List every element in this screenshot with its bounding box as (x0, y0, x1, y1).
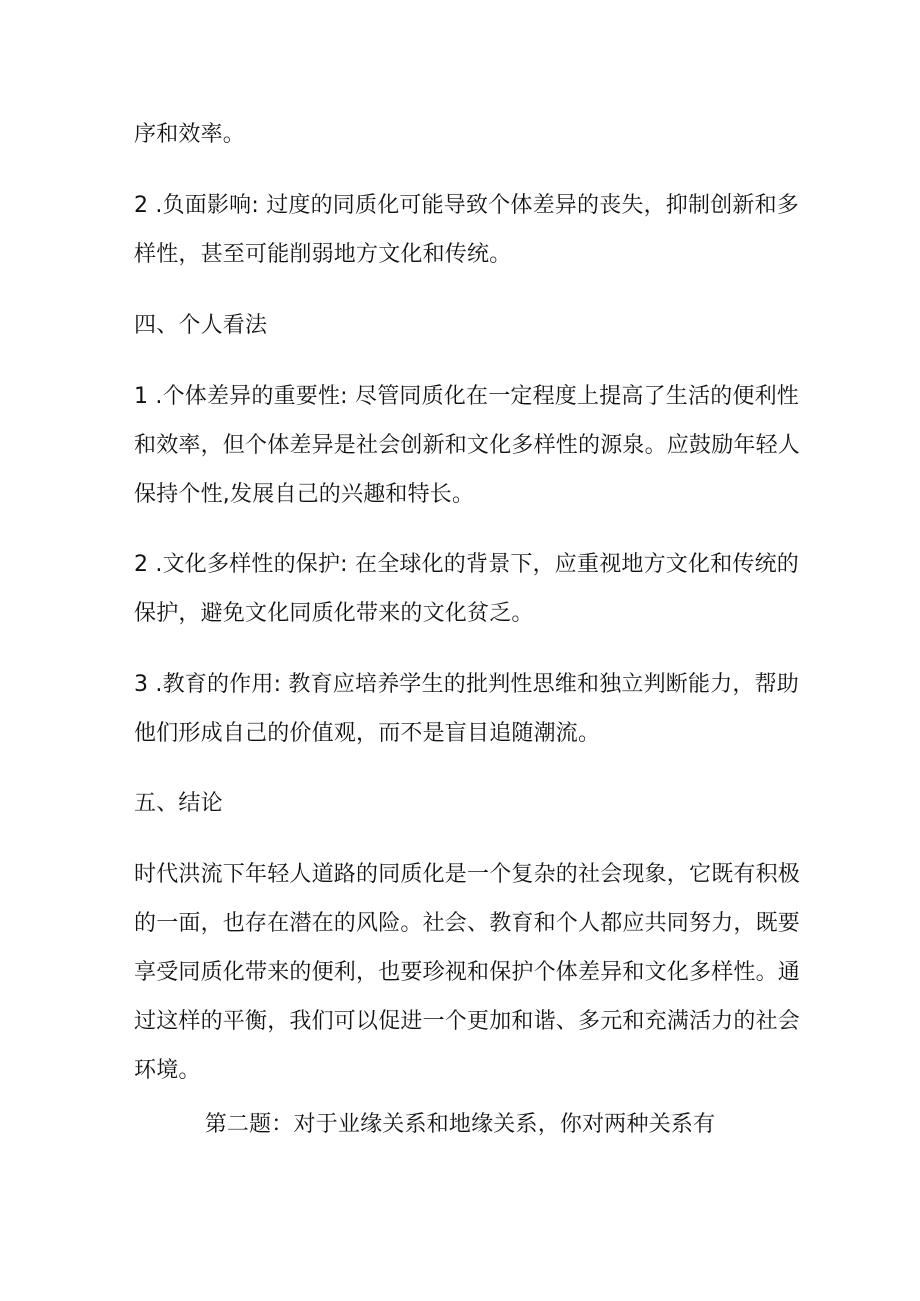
paragraph-line: 序和效率。 (134, 122, 246, 147)
paragraph-line: 保持个性,发展自己的兴趣和特长。 (134, 482, 475, 507)
paragraph-line: 和效率，但个体差异是社会创新和文化多样性的源泉。应鼓励年轻人 (134, 433, 801, 458)
question-title: 第二题：对于业缘关系和地缘关系，你对两种关系有 (204, 1112, 716, 1137)
paragraph-line: 享受同质化带来的便利，也要珍视和保护个体差异和文化多样性。通 (134, 960, 801, 985)
paragraph-line: 过这样的平衡，我们可以促进一个更加和谐、多元和充满活力的社会 (134, 1009, 801, 1034)
list-item-education-role: 3 .教育的作用: 教育应培养学生的批判性思维和独立判断能力，帮助 (134, 672, 799, 697)
list-item-individual-difference: 1 .个体差异的重要性: 尽管同质化在一定程度上提高了生活的便利性 (134, 384, 799, 409)
section-heading-personal-view: 四、个人看法 (134, 313, 268, 338)
paragraph-line: 他们形成自己的价值观，而不是盲目追随潮流。 (134, 721, 601, 746)
paragraph-line: 样性，甚至可能削弱地方文化和传统。 (134, 242, 512, 267)
paragraph-line: 保护，避免文化同质化带来的文化贫乏。 (134, 601, 534, 626)
list-item-negative-impact: 2 .负面影响: 过度的同质化可能导致个体差异的丧失，抑制创新和多 (134, 193, 799, 218)
list-item-cultural-diversity: 2 .文化多样性的保护: 在全球化的背景下，应重视地方文化和传统的 (134, 552, 799, 577)
paragraph-line: 时代洪流下年轻人道路的同质化是一个复杂的社会现象，它既有积极 (134, 862, 801, 887)
paragraph-line: 环境。 (134, 1058, 201, 1083)
paragraph-line: 的一面，也存在潜在的风险。社会、教育和个人都应共同努力，既要 (134, 911, 801, 936)
section-heading-conclusion: 五、结论 (134, 791, 223, 816)
